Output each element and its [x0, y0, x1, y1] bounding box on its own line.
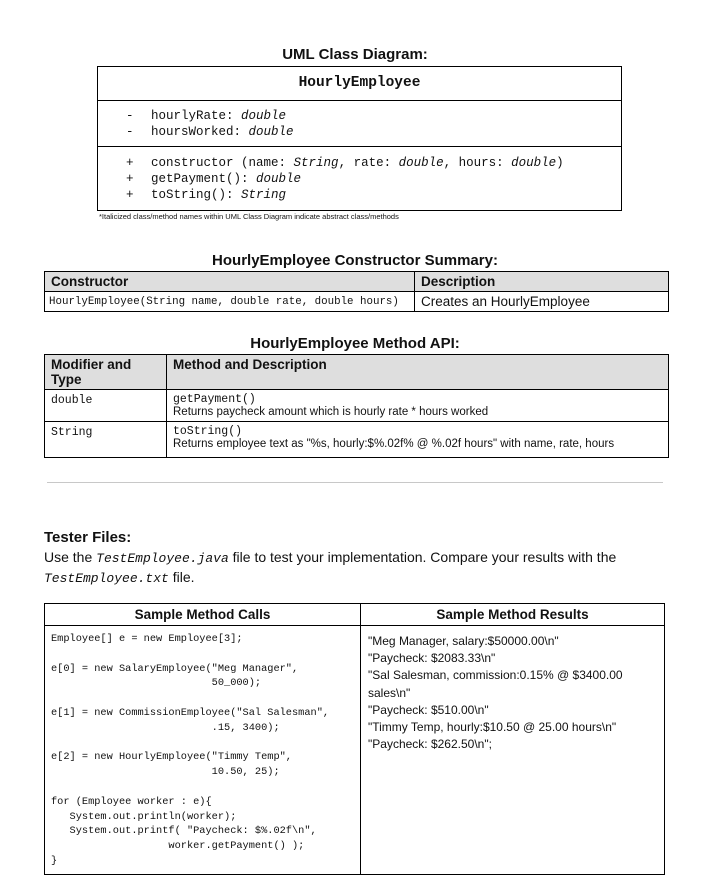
code-line: 50_000); — [51, 677, 262, 690]
code-line: e[2] = new HourlyEmployee("Timmy Temp", — [51, 751, 292, 764]
method-api-title: HourlyEmployee Method API: — [250, 335, 460, 352]
sample-results-cell — [361, 626, 665, 875]
uml-param-type: double — [398, 156, 444, 170]
sample-code-cell — [45, 626, 361, 875]
tester-heading: Tester Files: — [44, 529, 132, 546]
uml-param-text: (name: — [241, 156, 294, 170]
method-return-type: double — [45, 390, 167, 422]
uml-param-type: double — [511, 156, 557, 170]
tester-text: file to test your implementation. Compare your results with the — [228, 549, 617, 565]
result-line: "Paycheck: $262.50\n"; — [368, 737, 492, 752]
uml-method-return-type: double — [256, 172, 302, 186]
uml-field-visibility: - — [126, 109, 134, 123]
constructor-summary-title: HourlyEmployee Constructor Summary: — [212, 252, 498, 269]
method-description: Returns employee text as "%s, hourly:$%.02f% @ %.02f hours" with name, rate, hours — [173, 438, 615, 450]
method-cell — [167, 390, 669, 422]
uml-field-name: hoursWorked — [151, 125, 234, 139]
uml-param-text: , hours: — [443, 156, 512, 170]
constructor-header: Constructor — [45, 272, 415, 292]
uml-method-paren: (): — [211, 188, 234, 202]
code-line: System.out.println(worker); — [51, 810, 237, 823]
uml-class-name: HourlyEmployee — [298, 75, 421, 91]
constructor-summary-table — [44, 271, 669, 312]
uml-method-name: toString — [151, 188, 212, 202]
sample-code — [51, 632, 354, 869]
result-line: "Meg Manager, salary:$50000.00\n" — [368, 634, 559, 648]
code-line: for (Employee worker : e){ — [51, 795, 212, 808]
uml-param-type: String — [293, 156, 339, 170]
uml-method-visibility: + — [126, 156, 134, 170]
code-line — [51, 736, 354, 751]
code-line: Employee[] e = new Employee[3]; — [51, 633, 243, 645]
uml-method-name: constructor — [151, 156, 234, 170]
uml-method-paren: (): — [226, 172, 249, 186]
description-header: Description — [415, 272, 669, 292]
uml-field-type: double — [248, 125, 294, 139]
section-divider — [47, 482, 663, 483]
sample-table — [44, 603, 665, 875]
method-name: toString() — [173, 425, 243, 438]
sample-results-header: Sample Method Results — [361, 604, 665, 626]
result-line: "Sal Salesman, commission:0.15% @ $3400.00 sales\n" — [368, 668, 623, 700]
code-line: 10.50, 25); — [51, 766, 280, 779]
modifier-type-header: Modifier and Type — [45, 355, 167, 390]
sample-calls-header: Sample Method Calls — [45, 604, 361, 626]
table-row — [45, 390, 669, 422]
method-api-table — [44, 354, 669, 458]
code-line: worker.getPayment() ); — [51, 840, 305, 853]
uml-method-return-type: String — [241, 188, 287, 202]
code-line: System.out.printf( "Paycheck: $%.02f\n", — [51, 825, 317, 838]
code-line — [51, 647, 354, 662]
uml-field-type: double — [241, 109, 287, 123]
uml-method-name: getPayment — [151, 172, 227, 186]
constructor-description: Creates an HourlyEmployee — [415, 292, 669, 312]
result-line: "Paycheck: $2083.33\n" — [368, 651, 496, 666]
uml-methods-section — [98, 147, 621, 211]
result-line: "Timmy Temp, hourly:$10.50 @ 25.00 hours\n" — [368, 720, 617, 735]
tester-text: file. — [168, 569, 195, 585]
uml-method-visibility: + — [126, 188, 134, 202]
method-return-type: String — [45, 422, 167, 458]
code-line: .15, 3400); — [51, 721, 280, 734]
tester-paragraph — [44, 548, 674, 588]
tester-text: Use the — [44, 549, 97, 565]
code-line — [51, 691, 354, 706]
result-line: "Paycheck: $510.00\n" — [368, 702, 489, 717]
constructor-signature: HourlyEmployee(String name, double rate, double hours) — [45, 292, 415, 312]
tester-java-file: TestEmployee.java — [96, 551, 229, 566]
code-line — [51, 780, 354, 795]
uml-title: UML Class Diagram: — [282, 46, 428, 63]
tester-txt-file: TestEmployee.txt — [44, 571, 169, 586]
method-description-header: Method and Description — [167, 355, 669, 390]
uml-field-name: hourlyRate — [151, 109, 227, 123]
table-row — [45, 422, 669, 458]
method-name: getPayment() — [173, 393, 256, 406]
method-description: Returns paycheck amount which is hourly rate * hours worked — [173, 406, 489, 418]
sample-results — [362, 627, 663, 753]
uml-param-text: ) — [556, 156, 564, 170]
uml-note: *Italicized class/method names within UML Class Diagram indicate abstract class/methods — [99, 212, 399, 221]
code-line: e[1] = new CommissionEmployee("Sal Salesman", — [51, 706, 330, 719]
uml-param-text: , rate: — [338, 156, 399, 170]
uml-class-name-section — [98, 67, 621, 101]
uml-fields-section: - hourlyRate: double - hoursWorked: double — [98, 100, 621, 147]
uml-class-box — [97, 66, 622, 211]
method-cell — [167, 422, 669, 458]
code-line: e[0] = new SalaryEmployee("Meg Manager", — [51, 662, 299, 675]
uml-method-visibility: + — [126, 172, 134, 186]
uml-field-visibility: - — [126, 125, 134, 139]
code-line: } — [51, 854, 58, 867]
